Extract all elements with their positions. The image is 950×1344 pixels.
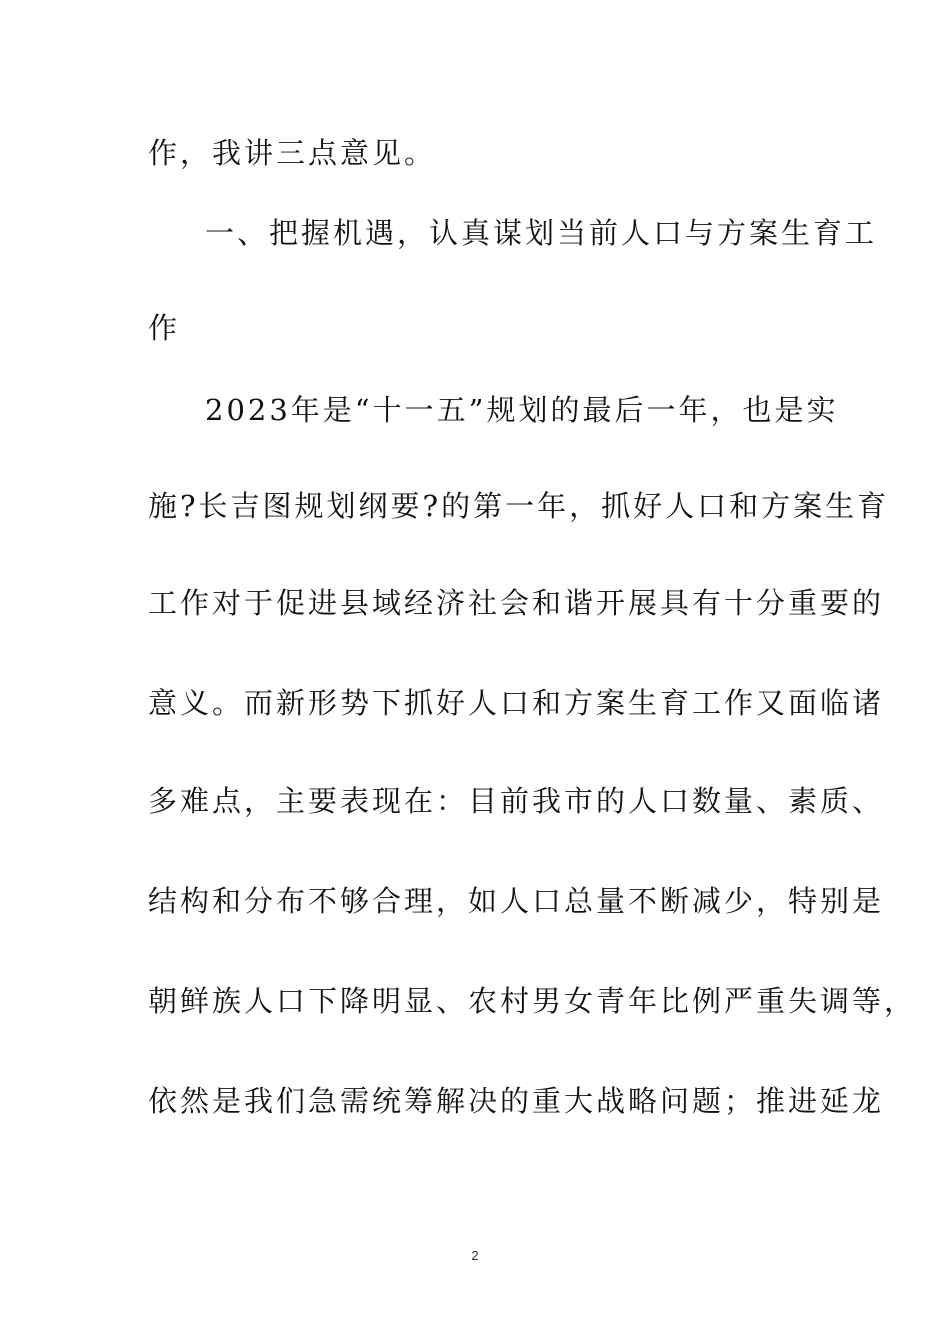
text-line: 朝鲜族人口下降明显、农村男女青年比例严重失调等， [148,984,917,1018]
text-line: 施?长吉图规划纲要?的第一年，抓好人口和方案生育 [148,489,890,523]
section-heading: 一、把握机遇，认真谋划当前人口与方案生育工 [205,216,878,250]
section-heading-continued: 作 [148,311,181,345]
text-line: 作，我讲三点意见。 [148,136,437,170]
text-line: 2023年是“十一五”规划的最后一年，也是实 [205,393,839,427]
text-line: 多难点，主要表现在：目前我市的人口数量、素质、 [148,784,885,818]
text-line: 依然是我们急需统筹解决的重大战略问题；推进延龙 [148,1084,885,1118]
text-line: 结构和分布不够合理，如人口总量不断减少，特别是 [148,884,885,918]
text-line: 工作对于促进县域经济社会和谐开展具有十分重要的 [148,586,885,620]
text-line: 意义。而新形势下抓好人口和方案生育工作又面临诸 [148,686,885,720]
page-number: 2 [471,1248,479,1263]
